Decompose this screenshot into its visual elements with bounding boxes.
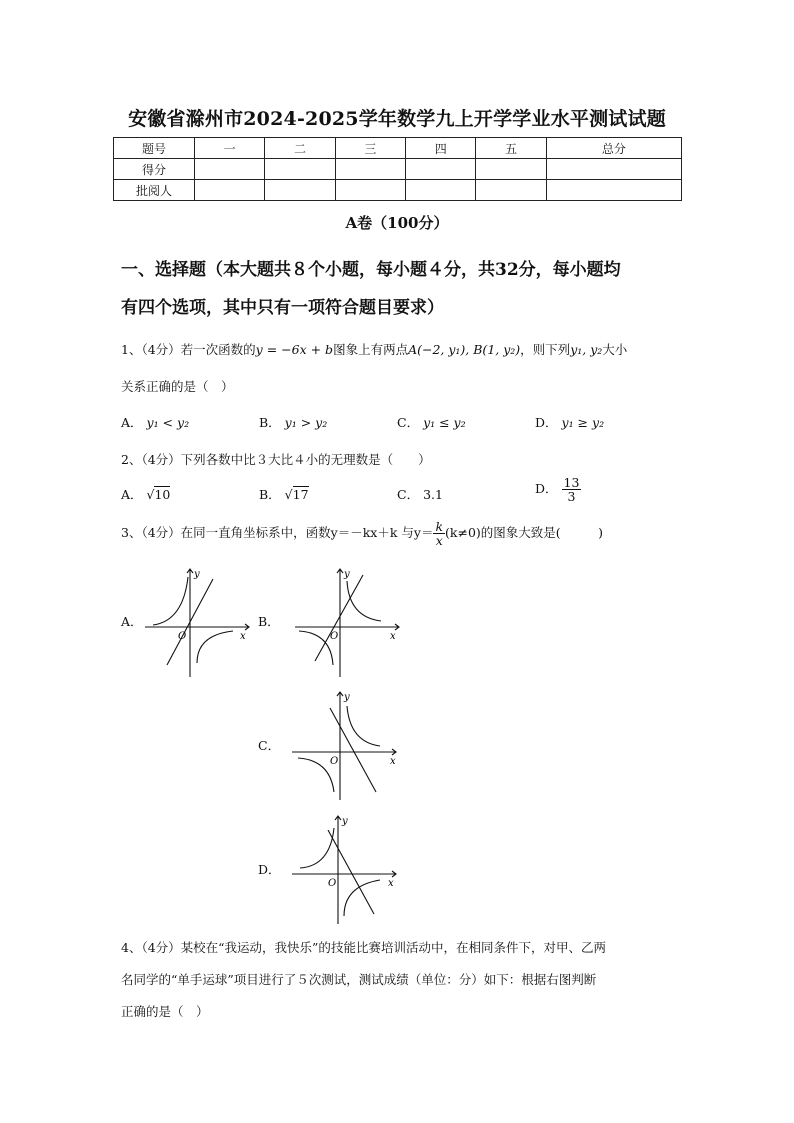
y-label: y xyxy=(344,692,350,703)
sqrt-expr: √17 xyxy=(284,487,309,502)
table-cell xyxy=(265,159,335,180)
hyperbola-branch xyxy=(347,706,380,746)
hyperbola-branch xyxy=(344,880,380,916)
q1-option-d xyxy=(535,413,604,431)
question-3-line1 xyxy=(121,520,603,547)
option-expr: y₁ > y₂ xyxy=(284,415,328,430)
table-cell: 二 xyxy=(265,138,335,159)
origin-label: O xyxy=(330,631,339,642)
question-text: 下列各数中比３大比４小的无理数是（ ） xyxy=(180,452,431,467)
question-number: 3、（4分） xyxy=(121,525,181,541)
option-label: A． xyxy=(121,487,143,502)
q2-option-a xyxy=(121,485,170,503)
question-1-line2: 关系正确的是（ ） xyxy=(121,379,234,394)
sqrt-expr: √10 xyxy=(146,487,171,502)
table-cell: 一 xyxy=(195,138,265,159)
q3-graph-a xyxy=(145,565,255,680)
y-label: y xyxy=(194,569,200,580)
y-label: y xyxy=(344,569,350,580)
hyperbola-branch xyxy=(300,828,334,868)
question-text: 在同一直角坐标系中，函数y＝－kx＋k 与y＝ xyxy=(180,525,434,541)
question-4-line3: 正确的是（ ） xyxy=(121,1004,209,1019)
line-graph xyxy=(330,708,376,792)
option-label: C． xyxy=(397,487,420,502)
question-text: 大小 xyxy=(602,342,628,357)
x-label: x xyxy=(390,756,396,767)
origin-label: O xyxy=(178,631,187,642)
table-cell xyxy=(406,159,476,180)
table-row xyxy=(114,180,682,201)
question-number: 4、（4分） xyxy=(121,940,181,955)
fraction xyxy=(433,520,445,547)
line-graph xyxy=(328,830,374,914)
q3-graph-c xyxy=(292,688,402,803)
section-heading-line2: 有四个选项，其中只有一项符合题目要求） xyxy=(121,298,444,318)
question-text: (k≠0)的图象大致是( ) xyxy=(445,525,604,541)
option-label: C． xyxy=(397,415,420,430)
x-label: x xyxy=(240,631,246,642)
question-text: ，则下列 xyxy=(520,342,571,357)
radicand: 17 xyxy=(292,487,309,502)
table-cell: 三 xyxy=(335,138,405,159)
formula: y = −6x + b xyxy=(255,342,334,357)
option-label: D． xyxy=(535,481,558,497)
volume-title: A卷（100分） xyxy=(345,214,449,232)
q3-graph-d xyxy=(292,812,402,927)
origin-label: O xyxy=(330,756,339,767)
question-text: 某校在“我运动，我快乐”的技能比赛培训活动中，在相同条件下，对甲、乙两 xyxy=(180,940,606,955)
question-number: 2、（4分） xyxy=(121,452,181,467)
denominator: 3 xyxy=(567,489,576,505)
q3-option-c-label: C． xyxy=(258,738,281,753)
question-text: 图象上有两点 xyxy=(333,342,409,357)
radicand: 10 xyxy=(154,487,171,502)
q1-option-b xyxy=(259,413,327,431)
section-heading-line1: 一、选择题（本大题共８个小题，每小题４分，共32分，每小题均 xyxy=(121,260,621,280)
q2-option-b xyxy=(259,485,309,503)
table-cell: 四 xyxy=(406,138,476,159)
q1-option-a xyxy=(121,413,189,431)
table-cell xyxy=(546,180,681,201)
option-label: A． xyxy=(121,415,143,430)
fraction xyxy=(562,476,582,503)
q3-option-a-label: A． xyxy=(121,614,143,629)
table-cell xyxy=(546,159,681,180)
origin-label: O xyxy=(328,878,337,889)
hyperbola-branch xyxy=(197,631,233,663)
option-expr: y₁ ≥ y₂ xyxy=(561,415,605,430)
option-label: B． xyxy=(259,487,281,502)
question-number: 1、（4分） xyxy=(121,342,181,357)
table-cell: 批阅人 xyxy=(114,180,195,201)
y-label: y xyxy=(342,816,348,827)
q2-option-d xyxy=(535,476,581,503)
table-row xyxy=(114,159,682,180)
table-cell: 五 xyxy=(476,138,546,159)
q3-option-b-label: B． xyxy=(258,614,280,629)
denominator: x xyxy=(435,533,443,549)
hyperbola-branch xyxy=(347,581,381,621)
table-cell xyxy=(195,180,265,201)
x-label: x xyxy=(388,878,394,889)
table-cell xyxy=(335,159,405,180)
hyperbola-branch xyxy=(153,577,188,625)
option-expr: y₁ < y₂ xyxy=(146,415,190,430)
option-expr: y₁ ≤ y₂ xyxy=(423,415,466,430)
q1-option-c xyxy=(397,413,466,431)
table-cell xyxy=(195,159,265,180)
option-label: B． xyxy=(259,415,281,430)
table-cell: 总分 xyxy=(546,138,681,159)
q3-option-d-label: D． xyxy=(258,862,281,877)
question-text: 若一次函数的 xyxy=(180,342,256,357)
numerator: 13 xyxy=(563,475,580,490)
question-4-line1 xyxy=(121,938,606,956)
score-table-header xyxy=(114,138,682,159)
question-1-line1 xyxy=(121,340,627,358)
table-cell xyxy=(476,180,546,201)
table-cell xyxy=(476,159,546,180)
table-cell xyxy=(265,180,335,201)
question-2-line1 xyxy=(121,450,431,468)
option-label: D． xyxy=(535,415,558,430)
q2-option-c xyxy=(397,485,443,503)
score-table xyxy=(113,137,682,201)
option-value: 3.1 xyxy=(423,487,443,502)
formula: A(−2, y₁), B(1, y₂) xyxy=(408,342,521,357)
table-cell xyxy=(406,180,476,201)
x-label: x xyxy=(390,631,396,642)
table-cell: 题号 xyxy=(114,138,195,159)
hyperbola-branch xyxy=(298,758,334,792)
line-graph xyxy=(315,575,363,661)
formula: y₁, y₂ xyxy=(570,342,603,357)
table-cell: 得分 xyxy=(114,159,195,180)
question-4-line2: 名同学的“单手运球”项目进行了５次测试，测试成绩（单位：分）如下：根据右图判断 xyxy=(121,972,597,987)
page-title: 安徽省滁州市2024-2025学年数学九上开学学业水平测试试题 xyxy=(128,108,666,130)
table-cell xyxy=(335,180,405,201)
q3-graph-b xyxy=(295,565,405,680)
numerator: k xyxy=(435,519,444,534)
